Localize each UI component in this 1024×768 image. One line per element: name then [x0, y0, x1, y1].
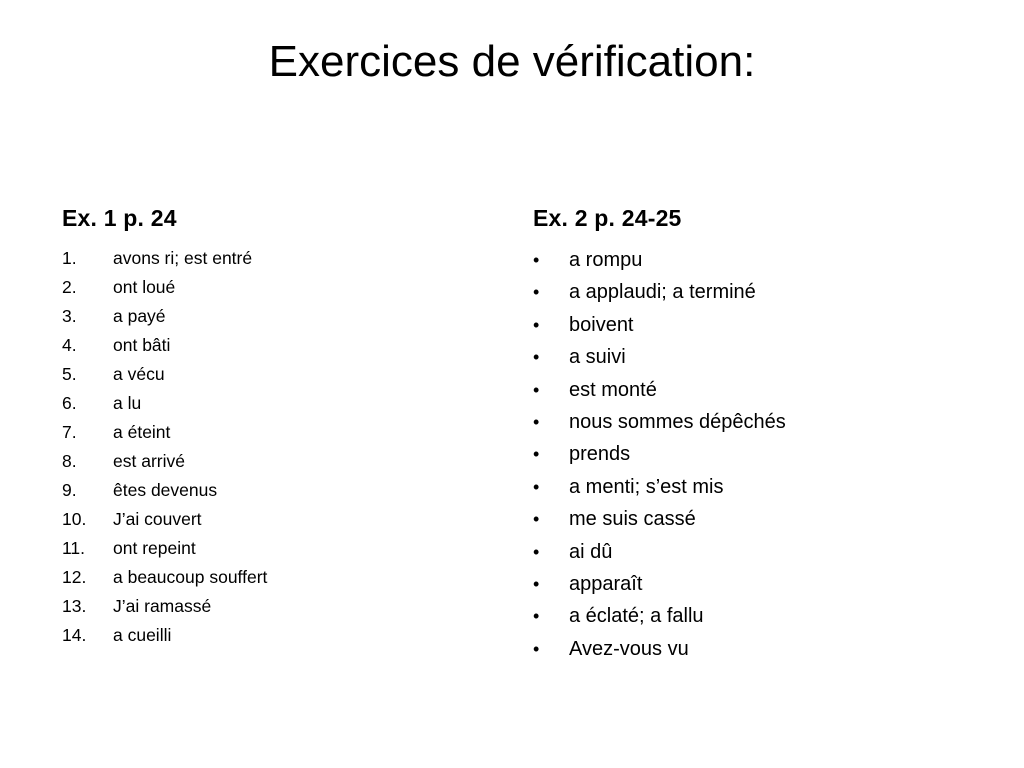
list-item	[533, 438, 973, 470]
item-text: êtes devenus	[113, 480, 218, 500]
item-text: J’ai ramassé	[113, 596, 212, 616]
list-item	[62, 273, 482, 302]
item-number: 7.	[62, 422, 77, 442]
list-item	[533, 341, 973, 373]
item-text: a éteint	[113, 422, 171, 442]
list-item	[62, 447, 482, 476]
bullet-icon: •	[533, 541, 540, 562]
list-item	[62, 418, 482, 447]
item-number: 4.	[62, 335, 77, 355]
list-item	[533, 633, 973, 665]
bullet-icon: •	[533, 444, 540, 465]
list-item	[62, 621, 482, 650]
item-text: a payé	[113, 306, 166, 326]
bullet-icon: •	[533, 411, 540, 432]
exercise-2-column	[533, 200, 973, 665]
item-text: prends	[569, 443, 631, 466]
slide-title: Exercices de vérification:	[268, 37, 756, 86]
list-item	[62, 592, 482, 621]
item-text: a vécu	[113, 364, 165, 384]
list-item	[533, 309, 973, 341]
bullet-icon: •	[533, 606, 540, 627]
item-number: 3.	[62, 306, 77, 326]
bullet-icon: •	[533, 476, 540, 497]
list-item	[533, 503, 973, 535]
item-text: a menti; s’est mis	[569, 475, 724, 498]
item-text: ont repeint	[113, 538, 196, 558]
item-number: 2.	[62, 277, 77, 297]
item-text: a beaucoup souffert	[113, 567, 268, 587]
bullet-icon: •	[533, 638, 540, 659]
bullet-icon: •	[533, 347, 540, 368]
item-number: 13.	[62, 596, 87, 616]
bullet-icon: •	[533, 250, 540, 270]
item-text: apparaît	[569, 572, 643, 595]
list-item	[62, 389, 482, 418]
list-item	[62, 331, 482, 360]
bullet-icon: •	[533, 573, 540, 594]
item-number: 9.	[62, 480, 77, 500]
bullet-icon: •	[533, 509, 540, 530]
exercise-1-heading: Ex. 1 p. 24	[62, 205, 177, 231]
exercise-2-list	[533, 244, 973, 665]
item-text: a lu	[113, 393, 142, 413]
item-text: a cueilli	[113, 625, 172, 645]
item-text: me suis cassé	[569, 508, 696, 531]
bullet-icon: •	[533, 314, 540, 335]
list-item	[62, 302, 482, 331]
exercise-1-list	[62, 244, 482, 650]
list-item	[62, 534, 482, 563]
item-number: 1.	[62, 248, 77, 268]
bullet-icon: •	[533, 282, 540, 303]
item-text: J’ai couvert	[113, 509, 202, 529]
item-text: ont loué	[113, 277, 176, 297]
item-number: 6.	[62, 393, 77, 413]
item-text: est arrivé	[113, 451, 185, 471]
item-text: Avez-vous vu	[569, 637, 689, 660]
exercise-1-column	[62, 200, 482, 650]
list-item	[533, 276, 973, 308]
list-item	[533, 406, 973, 438]
item-text: a applaudi; a terminé	[569, 281, 756, 304]
item-number: 5.	[62, 364, 77, 384]
item-text: ont bâti	[113, 335, 171, 355]
item-text: nous sommes dépêchés	[569, 410, 786, 433]
item-text: a rompu	[569, 249, 643, 271]
item-number: 14.	[62, 625, 87, 645]
list-item	[533, 244, 973, 276]
list-item	[533, 536, 973, 568]
list-item	[533, 568, 973, 600]
item-number: 10.	[62, 509, 87, 529]
item-number: 11.	[62, 538, 86, 558]
item-number: 12.	[62, 567, 87, 587]
item-text: a éclaté; a fallu	[569, 605, 704, 628]
list-item	[62, 244, 482, 273]
item-text: avons ri; est entré	[113, 248, 253, 268]
item-text: a suivi	[569, 346, 626, 369]
list-item	[62, 563, 482, 592]
list-item	[533, 374, 973, 406]
item-text: ai dû	[569, 540, 613, 563]
item-number: 8.	[62, 451, 77, 471]
list-item	[533, 600, 973, 632]
list-item	[62, 476, 482, 505]
item-text: boivent	[569, 313, 634, 336]
exercise-2-heading: Ex. 2 p. 24-25	[533, 205, 682, 231]
item-text: est monté	[569, 378, 657, 401]
list-item	[533, 471, 973, 503]
bullet-icon: •	[533, 379, 540, 400]
list-item	[62, 505, 482, 534]
list-item	[62, 360, 482, 389]
